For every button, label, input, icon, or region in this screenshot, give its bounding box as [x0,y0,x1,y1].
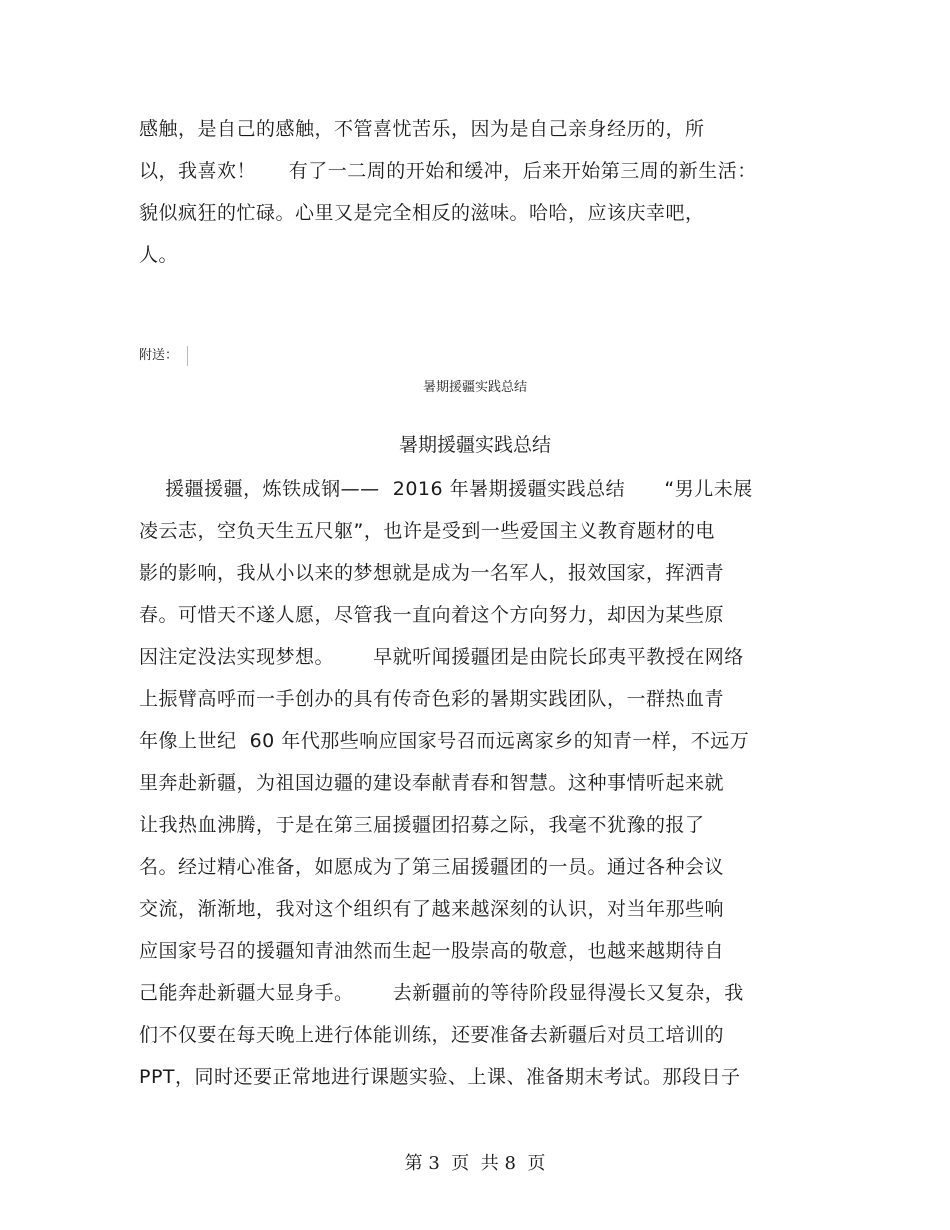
article-line: 援疆援疆，炼铁成钢—— 2016 年暑期援疆实践总结 “男儿未展 [139,478,753,500]
article-line: 上振臂高呼而一手创办的具有传奇色彩的暑期实践团队，一群热血青 [139,688,725,710]
header-title: 暑期援疆实践总结 [422,380,527,395]
article-line: 里奔赴新疆，为祖国边疆的建设奉献青春和智慧。这种事情听起来就 [139,772,725,794]
article-line: 名。经过精心准备，如愿成为了第三届援疆团的一员。通过各种会议 [139,856,725,878]
article-line: 们不仅要在每天晚上进行体能训练，还要准备去新疆后对员工培训的 [139,1024,725,1046]
article-line: PPT，同时还要正常地进行课题实验、上课、准备期末考试。那段日子 [139,1066,741,1088]
article-line: 己能奔赴新疆大显身手。 去新疆前的等待阶段显得漫长又复杂，我 [139,982,744,1004]
paragraph-line: 以，我喜欢！ 有了一二周的开始和缓冲，后来开始第三周的新生活： [139,160,757,182]
article-line: 年像上世纪 60 年代那些响应国家号召而远离家乡的知青一样，不远万 [139,730,750,752]
article-line: 让我热血沸腾，于是在第三届援疆团招募之际，我毫不犹豫的报了 [139,814,705,836]
article-title: 暑期援疆实践总结 [398,434,551,456]
article-line: 因注定没法实现梦想。 早就听闻援疆团是由院长邱夷平教授在网络 [139,646,744,668]
page-number-footer: 第 3 页 共 8 页 [404,1153,546,1174]
article-line: 凌云志，空负天生五尺躯”，也许是受到一些爱国主义教育题材的电 [139,520,715,542]
paragraph-line: 貌似疯狂的忙碌。心里又是完全相反的滋味。哈哈，应该庆幸吧， [139,202,705,224]
paragraph-line: 人。 [139,244,179,266]
paragraph-line: 感触，是自己的感触，不管喜忧苦乐，因为是自己亲身经历的，所 [139,118,705,140]
article-line: 春。可惜天不遂人愿，尽管我一直向着这个方向努力，却因为某些原 [139,604,725,626]
article-line: 应国家号召的援疆知青油然而生起一股崇高的敬意，也越来越期待自 [139,940,725,962]
article-line: 影的影响，我从小以来的梦想就是成为一名军人，报效国家，挥洒青 [139,562,725,584]
attachment-label: 附送： [139,348,179,363]
attachment-divider [187,346,188,366]
article-line: 交流，渐渐地，我对这个组织有了越来越深刻的认识，对当年那些响 [139,898,725,920]
